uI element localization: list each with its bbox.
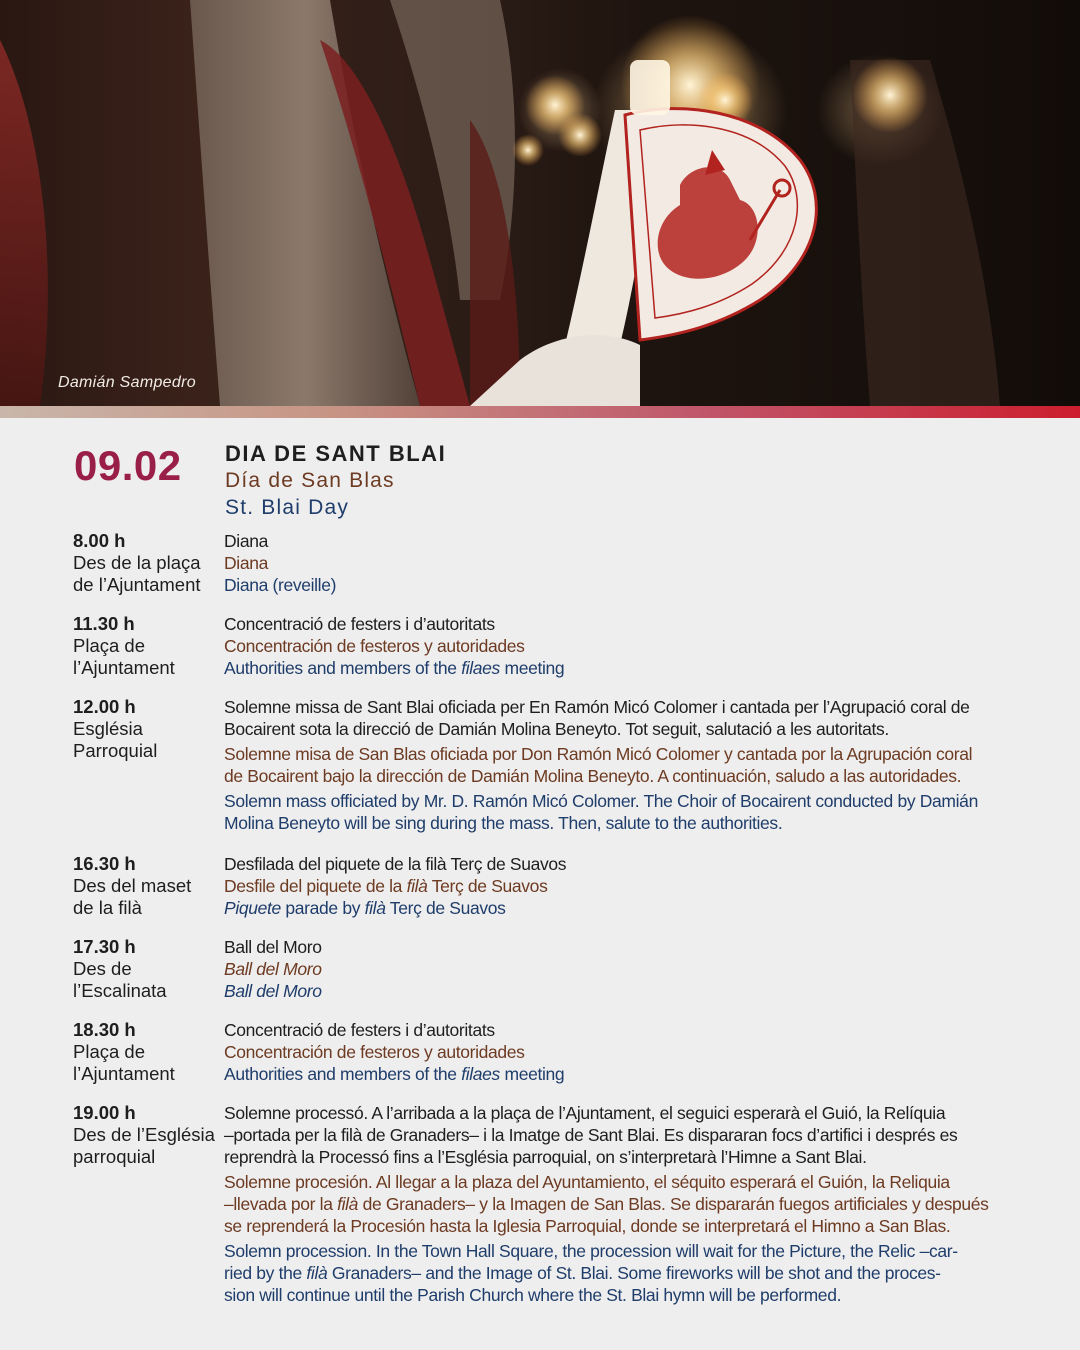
description-catalan: Concentració de festers i d’autoritats <box>224 1020 495 1040</box>
text-run: Desfile del piquete de la <box>224 876 407 896</box>
entry-time: 8.00 h <box>73 530 126 551</box>
entry-place-line: de la filà <box>73 897 142 918</box>
italic-term: filaes <box>461 658 500 678</box>
day-title-block <box>225 440 446 521</box>
text-line: Bocairent sota la direcció de Damián Molina Beneyto. Tot seguit, salutació a les autoritats. <box>224 719 889 739</box>
text-line: –portada per la filà de Granaders– i la Imatge de Sant Blai. Es dispararan focs d’artifici i després es <box>224 1125 958 1145</box>
entry-place-line: Des de la plaça <box>73 552 201 573</box>
description-english <box>224 790 1014 834</box>
description-spanish <box>224 1171 1014 1237</box>
description-english: Ball del Moro <box>224 981 322 1001</box>
text-line <box>224 1262 1014 1284</box>
text-run: Granaders– and the Image of St. Blai. Some fireworks will be shot and the proces- <box>327 1263 941 1283</box>
entry-time: 16.30 h <box>73 853 136 874</box>
photo-credit: Damián Sampedro <box>58 374 196 391</box>
description-catalan: Ball del Moro <box>224 937 322 957</box>
italic-term: filaes <box>461 1064 500 1084</box>
text-run: Terç de Suavos <box>427 876 548 896</box>
text-run: meeting <box>499 1064 565 1084</box>
day-title-spanish: Día de San Blas <box>225 469 395 492</box>
entry-description <box>224 696 1014 837</box>
entry-place-line: Església <box>73 718 143 739</box>
description-spanish: Ball del Moro <box>224 959 322 979</box>
entry-time-place <box>73 530 218 596</box>
entry-place-line: l’Escalinata <box>73 980 167 1001</box>
entry-place-line: Des de l’Església <box>73 1124 215 1145</box>
text-run: meeting <box>499 658 565 678</box>
entry-time: 19.00 h <box>73 1102 136 1123</box>
day-title-catalan: DIA DE SANT BLAI <box>225 441 447 466</box>
italic-term: filà <box>406 876 428 896</box>
text-line: se reprenderá la Procesión hasta la Iglesia Parroquial, donde se interpretará el Himno a San Blas. <box>224 1216 951 1236</box>
text-line: Solemne missa de Sant Blai oficiada per En Ramón Micó Colomer i cantada per l’Agrupació coral de <box>224 697 970 717</box>
text-line: Molina Beneyto will be sing during the mass. Then, salute to the authorities. <box>224 813 783 833</box>
description-spanish <box>224 875 1014 897</box>
hero-photo <box>0 0 1080 406</box>
day-title-english: St. Blai Day <box>225 496 350 519</box>
schedule-content <box>0 418 1080 1350</box>
description-spanish <box>224 743 1014 787</box>
description-catalan: Diana <box>224 531 268 551</box>
text-line: de Bocairent bajo la dirección de Damián Molina Beneyto. A continuación, saludo a las autoridades. <box>224 766 962 786</box>
italic-term: filà <box>364 898 386 918</box>
description-catalan <box>224 696 1014 740</box>
entry-time-place <box>73 853 218 919</box>
italic-term: Piquete <box>224 898 281 918</box>
text-run: Authorities and members of the <box>224 1064 462 1084</box>
text-run: Authorities and members of the <box>224 658 462 678</box>
entry-time-place <box>73 936 218 1002</box>
entry-place-line: de l’Ajuntament <box>73 574 201 595</box>
text-run: parade by <box>280 898 365 918</box>
entry-place-line: parroquial <box>73 1146 156 1167</box>
entry-time: 17.30 h <box>73 936 136 957</box>
entry-time: 18.30 h <box>73 1019 136 1040</box>
description-english <box>224 1240 1014 1306</box>
entry-place-line: Parroquial <box>73 740 158 761</box>
description-english: Diana (reveille) <box>224 575 337 595</box>
text-line: Solemn procession. In the Town Hall Square, the procession will wait for the Picture, the Relic –car- <box>224 1241 958 1261</box>
entry-description <box>224 613 1014 679</box>
description-catalan <box>224 1102 1014 1168</box>
entry-description <box>224 1019 1014 1085</box>
text-run: ried by the <box>224 1263 307 1283</box>
description-english <box>224 897 1014 919</box>
text-run: Terç de Suavos <box>385 898 506 918</box>
description-english <box>224 657 1014 679</box>
text-line: sion will continue until the Parish Church where the St. Blai hymn will be performed. <box>224 1285 842 1305</box>
description-catalan: Concentració de festers i d’autoritats <box>224 614 495 634</box>
text-line: Solemne processó. A l’arribada a la plaça de l’Ajuntament, el seguici esperarà el Guió, la Relíquia <box>224 1103 946 1123</box>
description-catalan: Desfilada del piquete de la filà Terç de Suavos <box>224 854 567 874</box>
accent-divider <box>0 406 1080 418</box>
entry-time-place <box>73 1102 218 1168</box>
entry-time: 12.00 h <box>73 696 136 717</box>
entry-place-line: l’Ajuntament <box>73 657 175 678</box>
entry-time-place <box>73 613 218 679</box>
italic-term: filà <box>337 1194 359 1214</box>
italic-term: filà <box>306 1263 328 1283</box>
event-date: 09.02 <box>74 442 182 489</box>
entry-place-line: Des de <box>73 958 132 979</box>
description-spanish: Diana <box>224 553 268 573</box>
entry-time-place <box>73 696 218 762</box>
procession-illustration <box>0 0 1080 406</box>
entry-description <box>224 853 1014 919</box>
entry-place-line: l’Ajuntament <box>73 1063 175 1084</box>
description-spanish: Concentración de festeros y autoridades <box>224 636 525 656</box>
text-run: –llevada por la <box>224 1194 338 1214</box>
entry-time: 11.30 h <box>73 613 135 634</box>
entry-place-line: Plaça de <box>73 635 145 656</box>
text-line: reprendrà la Processó fins a l’Església parroquial, on s’interpretarà l’Himne a Sant Blai. <box>224 1147 867 1167</box>
text-line: Solemn mass officiated by Mr. D. Ramón Micó Colomer. The Choir of Bocairent conducted by Damián <box>224 791 978 811</box>
entry-description <box>224 530 1014 596</box>
text-line: Solemne procesión. Al llegar a la plaza del Ayuntamiento, el séquito esperará el Guión, la Reliquia <box>224 1172 950 1192</box>
entry-time-place <box>73 1019 218 1085</box>
entry-place-line: Des del maset <box>73 875 192 896</box>
text-run: de Granaders– y la Imagen de San Blas. Se dispararán fuegos artificiales y después <box>358 1194 989 1214</box>
entry-description <box>224 1102 1014 1309</box>
entry-place-line: Plaça de <box>73 1041 145 1062</box>
description-english <box>224 1063 1014 1085</box>
text-line <box>224 1193 1014 1215</box>
entry-description <box>224 936 1014 1002</box>
text-line: Solemne misa de San Blas oficiada por Don Ramón Micó Colomer y cantada por la Agrupación coral <box>224 744 973 764</box>
description-spanish: Concentración de festeros y autoridades <box>224 1042 525 1062</box>
